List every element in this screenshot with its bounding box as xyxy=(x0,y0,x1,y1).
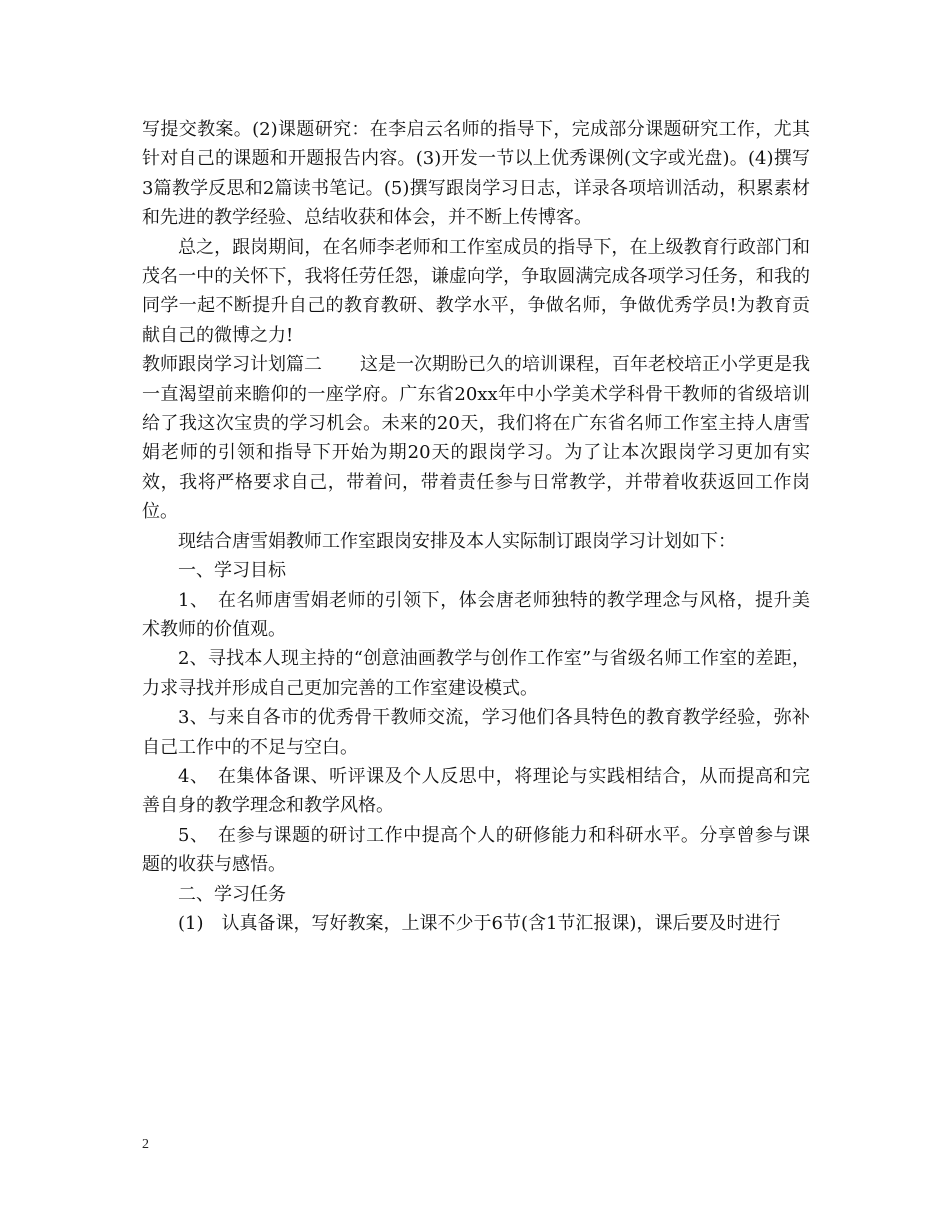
section-intro-text: 这是一次期盼已久的培训课程，百年老校培正小学更是我一直渴望前来瞻仰的一座学府。广东省20xx年中小学美术学科骨干教师的省级培训给了我这次宝贵的学习机会。未来的20天，我们将在广东省名师工作室主持人唐雪娟老师的引领和指导下开始为期20天的跟岗学习。为了让本次跟岗学习更加有实效，我将严格要求自己，带着问，带着责任参与日常教学，并带着收获返回工作岗位。 xyxy=(142,354,810,523)
heading-learning-tasks: 二、学习任务 xyxy=(178,883,286,905)
task-item-1: (1) 认真备课，写好教案，上课不少于6节(含1节汇报课)，课后要及时进行 xyxy=(178,912,781,934)
paragraph-plan-intro: 现结合唐雪娟教师工作室跟岗安排及本人实际制订跟岗学习计划如下： xyxy=(178,530,736,552)
heading-learning-goals: 一、学习目标 xyxy=(178,560,286,582)
section-intro-paragraph xyxy=(142,350,810,526)
goal-item-3: 3、与来自各市的优秀骨干教师交流，学习他们各具特色的教育教学经验，弥补自己工作中的不足与空白。 xyxy=(142,707,810,758)
section-title: 教师跟岗学习计划篇二 xyxy=(142,354,322,376)
goal-item-4: 4、 在集体备课、听评课及个人反思中，将理论与实践相结合，从而提高和完善自身的教学理念和教学风格。 xyxy=(142,765,810,817)
paragraph-2: 总之，跟岗期间，在名师李老师和工作室成员的指导下，在上级教育行政部门和茂名一中的关怀下，我将任劳任怨，谦虚向学，争取圆满完成各项学习任务，和我的同学一起不断提升自己的教育教研、教学水平，争做名师，争做优秀学员!为教育贡献自己的微博之力! xyxy=(142,236,810,346)
paragraph-1: 写提交教案。(2)课题研究：在李启云名师的指导下，完成部分课题研究工作，尤其针对自己的课题和开题报告内容。(3)开发一节以上优秀课例(文字或光盘)。(4)撰写3篇教学反思和2篇读书笔记。(5)撰写跟岗学习日志，详录各项培训活动，积累素材和先进的教学经验、总结收获和体会，并不断上传博客。 xyxy=(142,119,810,229)
document-body xyxy=(142,115,810,938)
page-number: 2 xyxy=(142,1137,149,1152)
goal-item-1: 1、 在名师唐雪娟老师的引领下，体会唐老师独特的教学理念与风格，提升美术教师的价值观。 xyxy=(142,589,810,640)
goal-item-5: 5、 在参与课题的研讨工作中提高个人的研修能力和科研水平。分享曾参与课题的收获与感悟。 xyxy=(142,824,810,876)
goal-item-2: 2、寻找本人现主持的“创意油画教学与创作工作室”与省级名师工作室的差距，力求寻找并形成自己更加完善的工作室建设模式。 xyxy=(142,648,810,699)
